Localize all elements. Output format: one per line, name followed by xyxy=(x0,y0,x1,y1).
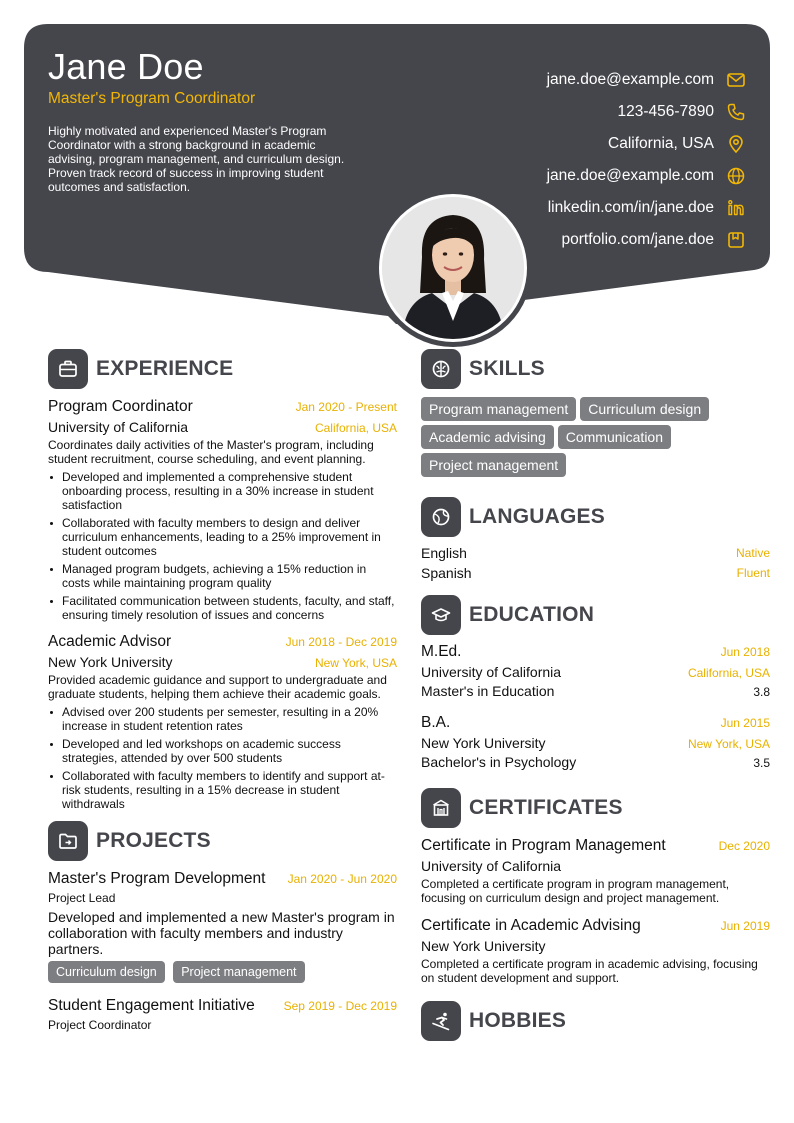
certificate-name: Certificate in Program Management xyxy=(421,837,666,854)
contact-location xyxy=(547,128,746,160)
skills-tags xyxy=(421,397,761,481)
project-tag: Project management xyxy=(173,961,304,983)
profile-summary: Highly motivated and experienced Master's Program Coordinator with a strong background in academic advising, program management, and curriculum design. Proven track record of success in improving student outcomes and satisfaction. xyxy=(48,124,345,194)
briefcase-icon xyxy=(48,349,88,389)
job-description: Provided academic guidance and support to undergraduate and graduate students, helping them achieve their academic goals. xyxy=(48,673,387,701)
hobbies-heading: HOBBIES xyxy=(469,1009,567,1032)
list-item: Developed and implemented a comprehensive student onboarding process, resulting in a 30% increase in student satisfaction xyxy=(48,470,397,512)
project-role: Project Coordinator xyxy=(48,1018,152,1032)
skills-section-header xyxy=(421,349,770,389)
certificates-heading: CERTIFICATES xyxy=(469,796,623,819)
candidate-name: Jane Doe xyxy=(48,46,204,87)
contact-email-text[interactable]: jane.doe@example.com xyxy=(546,71,714,88)
language-row xyxy=(421,543,770,563)
certificate-date: Jun 2019 xyxy=(720,919,770,933)
list-item: Collaborated with faculty members to identify and support at-risk students, resulting in a 15% decrease in student withdrawals xyxy=(48,769,397,811)
portfolio-icon xyxy=(726,230,746,250)
contact-location-text: California, USA xyxy=(608,135,714,152)
job-dates: Jan 2020 - Present xyxy=(295,400,397,414)
job-role: Program Coordinator xyxy=(48,398,193,415)
graduation-date: Jun 2018 xyxy=(720,645,770,659)
experience-item xyxy=(48,398,397,622)
certificate-description: Completed a certificate program in program management, focusing on curriculum design and project management. xyxy=(421,877,730,905)
list-item: Advised over 200 students per semester, resulting in a 20% increase in student retention rates xyxy=(48,705,397,733)
skill-tag: Academic advising xyxy=(421,425,554,449)
candidate-title: Master's Program Coordinator xyxy=(48,90,256,107)
contact-website[interactable] xyxy=(547,160,746,192)
education-heading: EDUCATION xyxy=(469,603,595,626)
gpa: 3.8 xyxy=(753,685,770,699)
list-item: Collaborated with faculty members to design and deliver curriculum enhancements, leading to a 25% improvement in student outcomes xyxy=(48,516,397,558)
graduation-cap-icon xyxy=(421,595,461,635)
languages-section-header xyxy=(421,497,770,537)
list-item: Facilitated communication between students, faculty, and staff, ensuring timely resolution of issues and concerns xyxy=(48,594,397,622)
brain-icon xyxy=(421,349,461,389)
education-item xyxy=(421,714,770,770)
list-item: Managed program budgets, achieving a 15% reduction in costs while maintaining program quality xyxy=(48,562,397,590)
field-of-study: Master's in Education xyxy=(421,683,555,699)
skill-tag: Program management xyxy=(421,397,576,421)
skill-tag: Project management xyxy=(421,453,566,477)
school-name: New York University xyxy=(421,735,546,751)
project-tag: Curriculum design xyxy=(48,961,165,983)
certificate-date: Dec 2020 xyxy=(718,839,770,853)
experience-section-header xyxy=(48,349,397,389)
skill-tag: Curriculum design xyxy=(580,397,709,421)
job-organization: New York University xyxy=(48,654,173,670)
project-dates: Jan 2020 - Jun 2020 xyxy=(287,872,397,886)
field-of-study: Bachelor's in Psychology xyxy=(421,754,577,770)
job-achievements xyxy=(48,705,397,811)
school-location: New York, USA xyxy=(687,737,770,751)
linkedin-icon xyxy=(726,198,746,218)
left-column xyxy=(48,349,397,1032)
language-level: Native xyxy=(735,546,770,560)
profile-photo xyxy=(374,189,532,347)
contact-linkedin[interactable] xyxy=(547,192,746,224)
job-role: Academic Advisor xyxy=(48,633,172,650)
contact-phone-text[interactable]: 123-456-7890 xyxy=(617,103,714,120)
contact-list xyxy=(547,64,746,256)
project-name: Student Engagement Initiative xyxy=(48,997,255,1014)
profile-photo-image xyxy=(382,197,524,339)
mail-icon xyxy=(726,70,746,90)
project-item xyxy=(48,997,397,1032)
degree: B.A. xyxy=(421,714,451,731)
job-organization: University of California xyxy=(48,419,189,435)
language-level: Fluent xyxy=(736,566,770,580)
project-item xyxy=(48,870,397,987)
job-location: California, USA xyxy=(314,421,397,435)
skills-heading: SKILLS xyxy=(469,357,545,380)
contact-phone[interactable] xyxy=(547,96,746,128)
certificate-name: Certificate in Academic Advising xyxy=(421,917,641,934)
languages-list xyxy=(421,543,770,583)
education-item xyxy=(421,643,770,699)
language-icon xyxy=(421,497,461,537)
contact-website-text[interactable]: jane.doe@example.com xyxy=(546,167,714,184)
certificate-item xyxy=(421,917,770,985)
certificate-issuer: New York University xyxy=(421,938,546,954)
experience-item xyxy=(48,633,397,811)
project-role: Project Lead xyxy=(48,891,116,905)
contact-portfolio[interactable] xyxy=(547,224,746,256)
institution-icon xyxy=(421,788,461,828)
phone-icon xyxy=(726,102,746,122)
school-location: California, USA xyxy=(687,666,770,680)
contact-portfolio-text[interactable]: portfolio.com/jane.doe xyxy=(561,231,714,248)
right-column xyxy=(421,349,770,1041)
gpa: 3.5 xyxy=(753,756,770,770)
experience-heading: EXPERIENCE xyxy=(96,357,234,380)
graduation-date: Jun 2015 xyxy=(720,716,770,730)
job-description: Coordinates daily activities of the Master's program, including student recruitment, course scheduling, and event planning. xyxy=(48,438,374,466)
contact-email[interactable] xyxy=(547,64,746,96)
job-location: New York, USA xyxy=(314,656,397,670)
contact-linkedin-text[interactable]: linkedin.com/in/jane.doe xyxy=(547,199,714,216)
hobbies-section-header xyxy=(421,1001,770,1041)
job-achievements xyxy=(48,470,397,622)
certificate-item xyxy=(421,837,770,905)
project-dates: Sep 2019 - Dec 2019 xyxy=(283,999,397,1013)
projects-heading: PROJECTS xyxy=(96,829,211,852)
project-name: Master's Program Development xyxy=(48,870,266,887)
certificate-description: Completed a certificate program in academic advising, focusing on student development and support. xyxy=(421,957,758,985)
degree: M.Ed. xyxy=(421,643,462,660)
language-row xyxy=(421,563,770,583)
certificates-section-header xyxy=(421,788,770,828)
certificate-issuer: University of California xyxy=(421,858,562,874)
project-description: Developed and implemented a new Master's program in collaboration with faculty members and industry partners. xyxy=(48,909,395,957)
projects-section-header xyxy=(48,821,397,861)
skiing-icon xyxy=(421,1001,461,1041)
job-dates: Jun 2018 - Dec 2019 xyxy=(285,635,397,649)
language-name: English xyxy=(421,545,467,561)
project-tags xyxy=(48,961,397,987)
location-pin-icon xyxy=(726,134,746,154)
globe-icon xyxy=(726,166,746,186)
education-section-header xyxy=(421,595,770,635)
language-name: Spanish xyxy=(421,565,472,581)
list-item: Developed and led workshops on academic success strategies, attended by over 500 students xyxy=(48,737,397,765)
school-name: University of California xyxy=(421,664,562,680)
folder-icon xyxy=(48,821,88,861)
skill-tag: Communication xyxy=(558,425,671,449)
languages-heading: LANGUAGES xyxy=(469,505,605,528)
